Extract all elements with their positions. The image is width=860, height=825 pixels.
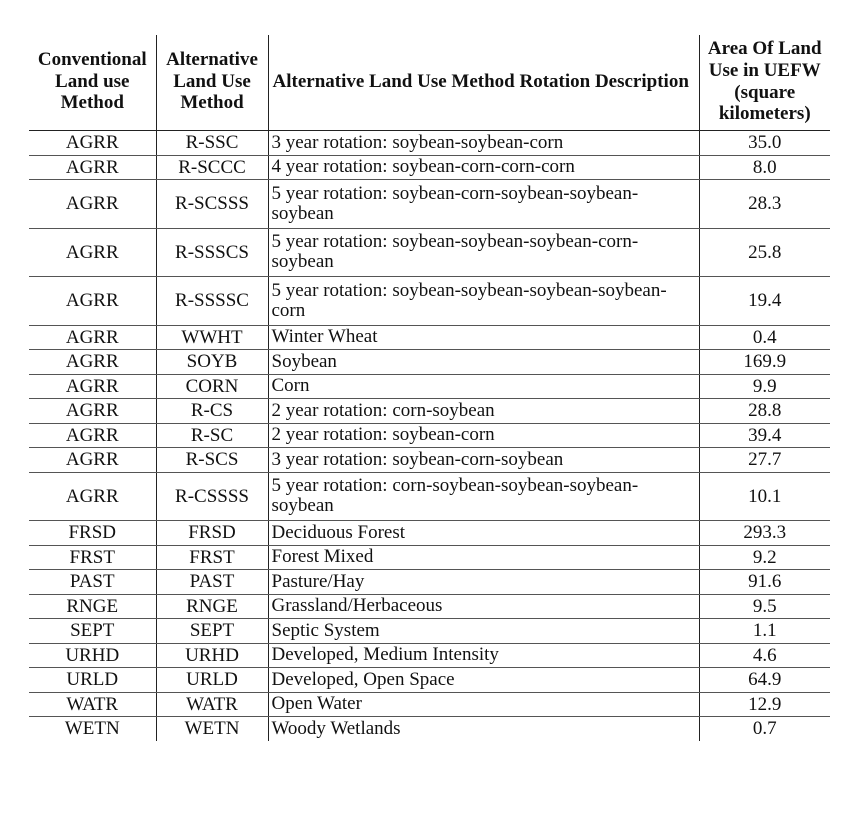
cell-alternative-method: WETN <box>156 717 268 741</box>
cell-rotation-description: Soybean <box>268 350 699 375</box>
cell-rotation-description: 5 year rotation: corn-soybean-soybean-soybean-soybean <box>268 472 699 521</box>
cell-area: 9.2 <box>699 545 830 570</box>
cell-alternative-method: R-SSSCS <box>156 228 268 277</box>
table-row <box>29 155 830 180</box>
table-row <box>29 448 830 473</box>
cell-conventional-method: URLD <box>29 668 156 693</box>
cell-alternative-method: R-CSSSS <box>156 472 268 521</box>
cell-conventional-method: AGRR <box>29 325 156 350</box>
cell-alternative-method: SOYB <box>156 350 268 375</box>
cell-conventional-method: AGRR <box>29 423 156 448</box>
cell-conventional-method: PAST <box>29 570 156 595</box>
cell-area: 12.9 <box>699 692 830 717</box>
cell-alternative-method: WATR <box>156 692 268 717</box>
cell-area: 25.8 <box>699 228 830 277</box>
table-row <box>29 325 830 350</box>
cell-area: 64.9 <box>699 668 830 693</box>
table-row <box>29 350 830 375</box>
cell-rotation-description: Grassland/Herbaceous <box>268 594 699 619</box>
table-row <box>29 399 830 424</box>
cell-conventional-method: AGRR <box>29 399 156 424</box>
cell-rotation-description: 2 year rotation: soybean-corn <box>268 423 699 448</box>
cell-alternative-method: R-SCCC <box>156 155 268 180</box>
cell-area: 91.6 <box>699 570 830 595</box>
cell-rotation-description: Pasture/Hay <box>268 570 699 595</box>
cell-conventional-method: AGRR <box>29 131 156 156</box>
cell-rotation-description: 2 year rotation: corn-soybean <box>268 399 699 424</box>
cell-area: 28.8 <box>699 399 830 424</box>
cell-area: 9.9 <box>699 374 830 399</box>
cell-area: 10.1 <box>699 472 830 521</box>
cell-rotation-description: 3 year rotation: soybean-soybean-corn <box>268 131 699 156</box>
cell-rotation-description: 4 year rotation: soybean-corn-corn-corn <box>268 155 699 180</box>
table-row <box>29 374 830 399</box>
cell-alternative-method: R-SC <box>156 423 268 448</box>
cell-conventional-method: AGRR <box>29 155 156 180</box>
cell-conventional-method: AGRR <box>29 374 156 399</box>
land-use-table <box>29 35 830 741</box>
cell-alternative-method: R-CS <box>156 399 268 424</box>
cell-area: 1.1 <box>699 619 830 644</box>
cell-rotation-description: 5 year rotation: soybean-soybean-soybean-soybean-corn <box>268 277 699 326</box>
cell-area: 4.6 <box>699 643 830 668</box>
table-body <box>29 131 830 741</box>
cell-rotation-description: Open Water <box>268 692 699 717</box>
cell-conventional-method: WATR <box>29 692 156 717</box>
header-rotation-description: Alternative Land Use Method Rotation Description <box>268 35 699 131</box>
cell-conventional-method: RNGE <box>29 594 156 619</box>
header-row <box>29 35 830 131</box>
cell-conventional-method: AGRR <box>29 277 156 326</box>
cell-alternative-method: R-SCSSS <box>156 180 268 229</box>
cell-area: 35.0 <box>699 131 830 156</box>
cell-area: 0.7 <box>752 718 777 740</box>
header-area: Area Of Land Use in UEFW (square kilometers) <box>699 35 830 131</box>
header-alternative-method: Alternative Land Use Method <box>156 35 268 131</box>
cell-conventional-method: AGRR <box>29 472 156 521</box>
table-row <box>29 545 830 570</box>
table-row <box>29 570 830 595</box>
cell-rotation-description: Winter Wheat <box>268 325 699 350</box>
cell-conventional-method: AGRR <box>29 228 156 277</box>
cell-alternative-method: R-SCS <box>156 448 268 473</box>
table-row <box>29 472 830 521</box>
table-row <box>29 180 830 229</box>
cell-rotation-description: Corn <box>268 374 699 399</box>
table-row <box>29 594 830 619</box>
table-row <box>29 692 830 717</box>
cell-alternative-method: R-SSSSC <box>156 277 268 326</box>
cell-alternative-method: SEPT <box>156 619 268 644</box>
table-row <box>29 228 830 277</box>
cell-rotation-description: Developed, Medium Intensity <box>268 643 699 668</box>
cell-conventional-method: SEPT <box>29 619 156 644</box>
table-header <box>29 35 830 131</box>
table-row <box>29 521 830 546</box>
cell-conventional-method: FRSD <box>29 521 156 546</box>
cell-alternative-method: WWHT <box>156 325 268 350</box>
cell-rotation-description: 3 year rotation: soybean-corn-soybean <box>268 448 699 473</box>
cell-rotation-description: Woody Wetlands <box>268 717 699 741</box>
cell-conventional-method: AGRR <box>29 448 156 473</box>
cell-area: 19.4 <box>699 277 830 326</box>
cell-area: 8.0 <box>699 155 830 180</box>
cell-rotation-description: Developed, Open Space <box>268 668 699 693</box>
cell-conventional-method: AGRR <box>29 350 156 375</box>
cell-alternative-method: FRST <box>156 545 268 570</box>
table-row <box>29 619 830 644</box>
cell-area: 27.7 <box>699 448 830 473</box>
cell-area: 293.3 <box>699 521 830 546</box>
cell-alternative-method: R-SSC <box>156 131 268 156</box>
cell-alternative-method: FRSD <box>156 521 268 546</box>
cell-area: 9.5 <box>699 594 830 619</box>
cell-rotation-description: Deciduous Forest <box>268 521 699 546</box>
table-row <box>29 131 830 156</box>
cell-conventional-method: FRST <box>29 545 156 570</box>
table-row <box>29 717 830 741</box>
cell-conventional-method: AGRR <box>29 180 156 229</box>
cell-conventional-method: WETN <box>29 717 156 741</box>
cell-area: 0.4 <box>699 325 830 350</box>
cell-alternative-method: RNGE <box>156 594 268 619</box>
table-row <box>29 643 830 668</box>
cell-alternative-method: URLD <box>156 668 268 693</box>
cell-area: 28.3 <box>699 180 830 229</box>
header-conventional-method: Conventional Land use Method <box>29 35 156 131</box>
cell-area: 169.9 <box>699 350 830 375</box>
cell-area: 39.4 <box>699 423 830 448</box>
cell-alternative-method: PAST <box>156 570 268 595</box>
cell-alternative-method: URHD <box>156 643 268 668</box>
table-row <box>29 423 830 448</box>
cell-rotation-description: 5 year rotation: soybean-soybean-soybean-corn-soybean <box>268 228 699 277</box>
table-row <box>29 277 830 326</box>
cell-rotation-description: Forest Mixed <box>268 545 699 570</box>
table-row <box>29 668 830 693</box>
cell-rotation-description: 5 year rotation: soybean-corn-soybean-soybean-soybean <box>268 180 699 229</box>
cell-conventional-method: URHD <box>29 643 156 668</box>
cell-rotation-description: Septic System <box>268 619 699 644</box>
cell-alternative-method: CORN <box>156 374 268 399</box>
